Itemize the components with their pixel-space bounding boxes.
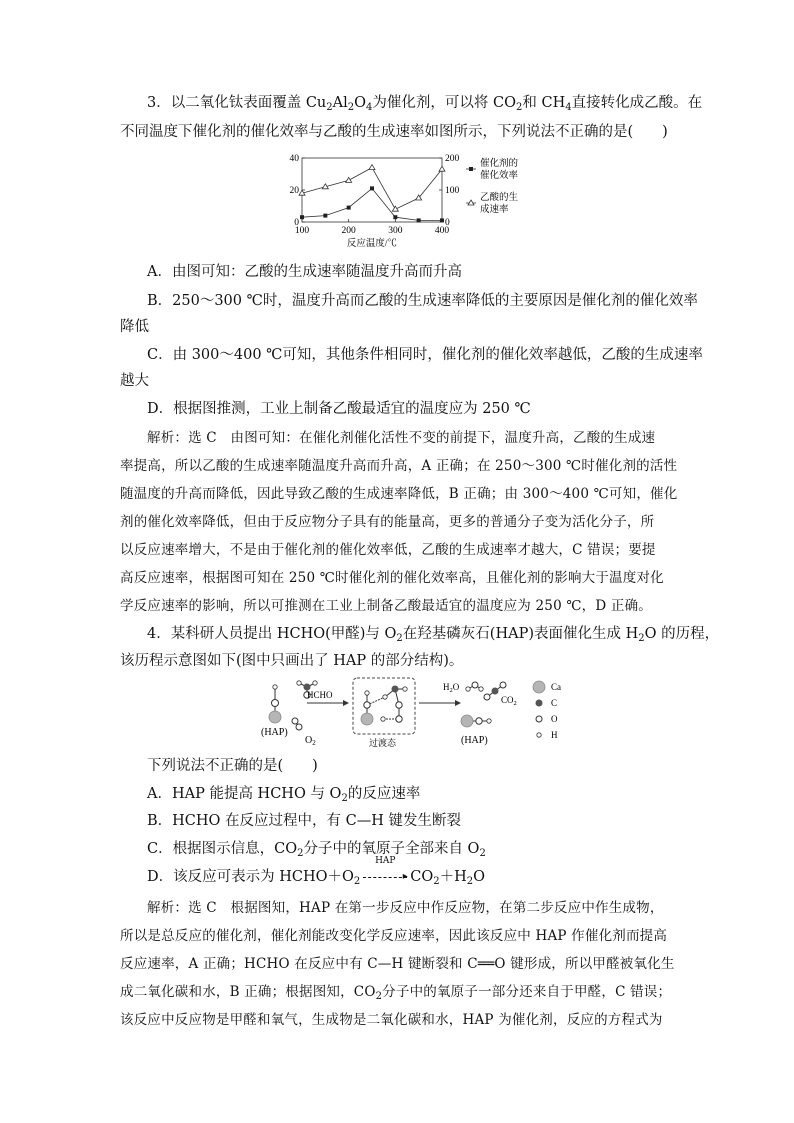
q4-analysis-line4: 成二氧化碳和水，B 正确；根据图知，$CO_2$分子中的氧原子一部分还来自于甲醛，C 错误； [120,984,672,1002]
series-0-point [300,215,304,219]
y-right-tick-label: 100 [445,186,460,196]
series-0-point [417,218,421,222]
q4-option-c: C．根据图示信息，$CO_2$分子中的氧原子全部来自 $O_2$ [147,841,486,859]
q3-chart [270,150,570,258]
co2-label: $CO_2$ [501,695,517,707]
reaction-arrow [362,856,408,887]
legend-label-0-line2: 催化效率 [480,171,519,181]
ca-atom [269,711,281,723]
o2-molecule [292,718,316,747]
legend-c-icon [536,700,543,707]
series-1-point [346,177,352,182]
q4-analysis-line1: 解析：选 C 根据图知，HAP 在第一步反应中作反应物，在第二步反应中作生成物， [147,900,664,916]
series-0-point [393,215,397,219]
arrow-1-head [343,700,349,706]
arrow-head-icon: ▸ [402,871,408,882]
ca-atom [361,713,373,725]
q3-option-c-line1: C．由 300～400 ℃可知，其他条件相同时，催化剂的催化效率越低，乙酸的生成速率 [147,347,703,363]
o-atom [500,682,506,688]
h-atom [403,687,407,691]
h-atom [383,695,387,699]
q3-option-d: D．根据图推测，工业上制备乙酸最适宜的温度应为 250 ℃ [147,401,531,417]
series-0-point [347,206,351,210]
catalyst-label: HAP [375,856,396,866]
o-atom [296,724,302,730]
hcho-label: HCHO [307,690,333,700]
x-tick-label: 300 [388,226,403,236]
q3-analysis-line5: 以反应速率增大，不是由于催化剂的催化效率低，乙酸的生成速率才越大，C 错误；要提 [120,542,656,558]
series-0-point [370,186,374,190]
x-tick-label: 100 [294,226,310,236]
x-axis-label: 反应温度/℃ [346,239,398,249]
y-left-tick-label: 40 [289,154,299,164]
y-right-tick-label: 0 [445,218,450,228]
chart-svg [270,150,570,258]
x-tick-label: 200 [341,226,356,236]
y-left-tick-label: 20 [289,186,299,196]
legend-h-label: H [551,730,558,740]
q3-analysis-line4: 剂的催化效率降低，但由于反应物分子具有的能量高，更多的普通分子变为活化分子，所 [120,514,655,530]
q4-mechanism-diagram [255,675,585,751]
c-atom [492,688,499,695]
q3-analysis-line1: 解析：选 C 由图可知：在催化剂催化活性不变的前提下，温度升高，乙酸的生成速 [147,430,656,446]
series-1-point [369,165,375,170]
series-line-0 [302,188,442,220]
y-left-tick-label: 0 [294,218,299,228]
hap-label-right: (HAP) [461,735,488,746]
ca-atom [461,715,473,727]
c-atom [392,686,399,693]
co2-molecule [484,682,517,707]
q4-option-d: D．该反应可表示为 $HCHO+O_2$ HAP ▸ $CO_2+H_2O$ [147,856,486,887]
legend-marker-1 [468,200,474,205]
legend-marker-0 [469,167,473,171]
h-atom [297,681,301,685]
atom-legend [533,681,561,740]
series-0-point [323,214,327,218]
h-atom [479,687,483,691]
q4-analysis-line5: 该反应中反应物是甲醛和氧气，生成物是二氧化碳和水，HAP 为催化剂，反应的方程式为 [120,1012,663,1028]
q3-option-b-line1: B．250～300 ℃时，温度升高而乙酸的生成速率降低的主要原因是催化剂的催化效率 [147,293,698,309]
legend-o-label: O [551,714,558,724]
o-atom [484,694,490,700]
legend-label-1-line2: 成速率 [480,205,509,215]
legend-ca-label: Ca [551,682,561,692]
q3-analysis-line6: 高反应速率，根据图可知在 250 ℃时催化剂的催化效率高，且催化剂的影响大于温度对化 [120,570,664,586]
transition-label: 过渡态 [369,738,397,748]
q3-analysis-line2: 率提高，所以乙酸的生成速率随温度升高而升高，A 正确；在 250～300 ℃时催化剂的活性 [120,458,678,474]
y-right-tick-label: 200 [445,154,460,164]
q3-analysis-line7: 学反应速率的影响，所以可推测在工业上制备乙酸最适宜的温度应为 250 ℃，D 正确。 [120,598,652,614]
legend-label-1-line1: 乙酸的生 [480,193,519,203]
q3-option-c-line2: 越大 [120,373,149,389]
hap-right-structure [461,715,491,746]
legend-label-0-line1: 催化剂的 [480,159,519,169]
mechanism-svg [255,675,585,751]
h-atom [313,681,317,685]
q4-option-a: A．HAP 能提高 HCHO 与 $O_2$的反应速率 [147,786,421,804]
o2-label: $O_2$ [305,735,316,747]
q3-stem-line1: 3．以二氧化钛表面覆盖 $Cu_2Al_2O_4$为催化剂，可以将 $CO_2$和 $CH_4$直接转化成乙酸。在 [147,95,703,113]
q3-option-a: A．由图可知：乙酸的生成速率随温度升高而升高 [147,264,462,280]
h-atom [466,687,470,691]
arrow-line [363,877,407,878]
h2o-molecule [466,682,483,691]
o-atom [396,702,402,708]
legend-ca-icon [533,681,545,693]
transition-state-structure [361,686,407,726]
o-atom [396,716,402,722]
o-atom [364,702,370,708]
q4-analysis-line3: 反应速率，A 正确；HCHO 在反应中有 C—H 键断裂和 C══O 键形成，所以甲醛被氧化生 [120,956,675,972]
q3-option-b-line2: 降低 [120,319,149,335]
series-1-point [392,206,398,211]
legend-o-icon [536,716,542,722]
hap-left-structure [261,685,288,738]
q3-stem-line2: 不同温度下催化剂的催化效率与乙酸的生成速率如图所示，下列说法不正确的是( ) [120,124,668,140]
q4-stem-line2: 该历程示意图如下(图中只画出了 HAP 的部分结构)。 [120,653,464,669]
series-0-point [440,218,444,222]
q4-stem-line1: 4．某科研人员提出 HCHO(甲醛)与 $O_2$在羟基磷灰石(HAP)表面催化生成 $H_2O$ 的历程， [147,626,720,644]
series-1-point [439,166,445,171]
arrow-2-head [455,700,461,706]
o-atom [476,718,482,724]
o-atom [292,718,298,724]
h-atom [273,685,277,689]
transition-state-box [353,678,415,734]
h-atom [487,719,491,723]
o-atom [472,682,478,688]
q4-option-b: B．HCHO 在反应过程中，有 C—H 键发生断裂 [147,813,461,829]
x-tick-label: 400 [434,226,450,236]
q4-prompt: 下列说法不正确的是( ) [147,758,318,774]
legend-h-icon [537,733,541,737]
h-atom [365,691,369,695]
q4-analysis-line2: 所以是总反应的催化剂，催化剂能改变化学反应速率，因此该反应中 HAP 作催化剂而提高 [120,928,668,944]
hap-label-left: (HAP) [261,727,288,738]
h2o-label: $H_2O$ [443,682,460,694]
h-atom [381,717,385,721]
o-atom [272,700,279,707]
legend-c-label: C [551,698,558,708]
q3-analysis-line3: 随温度的升高而降低，因此导致乙酸的生成速率降低，B 正确；由 300～400 ℃可知，催化 [120,486,678,502]
